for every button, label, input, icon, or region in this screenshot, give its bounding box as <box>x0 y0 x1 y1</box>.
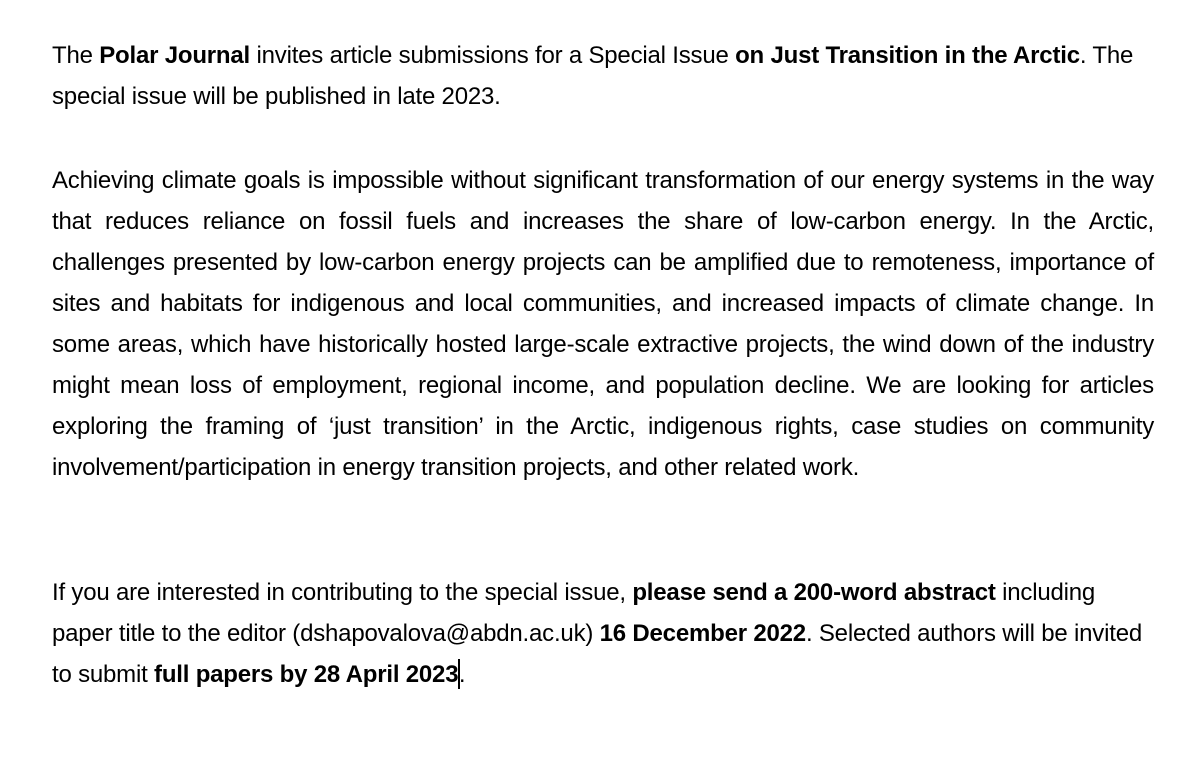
intro-text: The <box>52 42 100 69</box>
special-issue-topic: on Just Transition in the Arctic <box>735 42 1080 69</box>
invitation-text: invites article submissions for a Special Issue <box>250 42 736 69</box>
full-paper-deadline: full papers by 28 April 2023 <box>154 661 459 688</box>
announcement-paragraph <box>52 35 1154 117</box>
abstract-request: please send a 200-word abstract <box>632 579 996 606</box>
scope-paragraph: Achieving climate goals is impossible without significant transformation of our energy systems in the way that reduces reliance on fossil fuels and increases the share of low-carbon energy. In the Arctic, challenges presented by low-carbon energy projects can be amplified due to remoteness, importance of sites and habitats for indigenous and local communities, and increased impacts of climate change. In some areas, which have historically hosted large-scale extractive projects, the wind down of the industry might mean loss of employment, regional income, and population decline. We are looking for articles exploring the framing of ‘just transition’ in the Arctic, indigenous rights, case studies on community involvement/participation in energy transition projects, and other related work. <box>52 167 1154 481</box>
closing-period: . <box>458 661 466 688</box>
submission-paragraph <box>52 572 1154 695</box>
editor-contact-text: including paper title to the editor (dshapovalova@abdn.ac.uk) <box>52 579 1096 647</box>
publication-date-text: . The special issue will be published in late 2023. <box>52 42 1134 110</box>
submission-intro: If you are interested in contributing to the special issue, <box>52 579 633 606</box>
abstract-deadline: 16 December 2022 <box>599 620 806 647</box>
selection-text: . Selected authors will be invited to submit <box>52 620 1142 688</box>
journal-name: Polar Journal <box>99 42 251 69</box>
